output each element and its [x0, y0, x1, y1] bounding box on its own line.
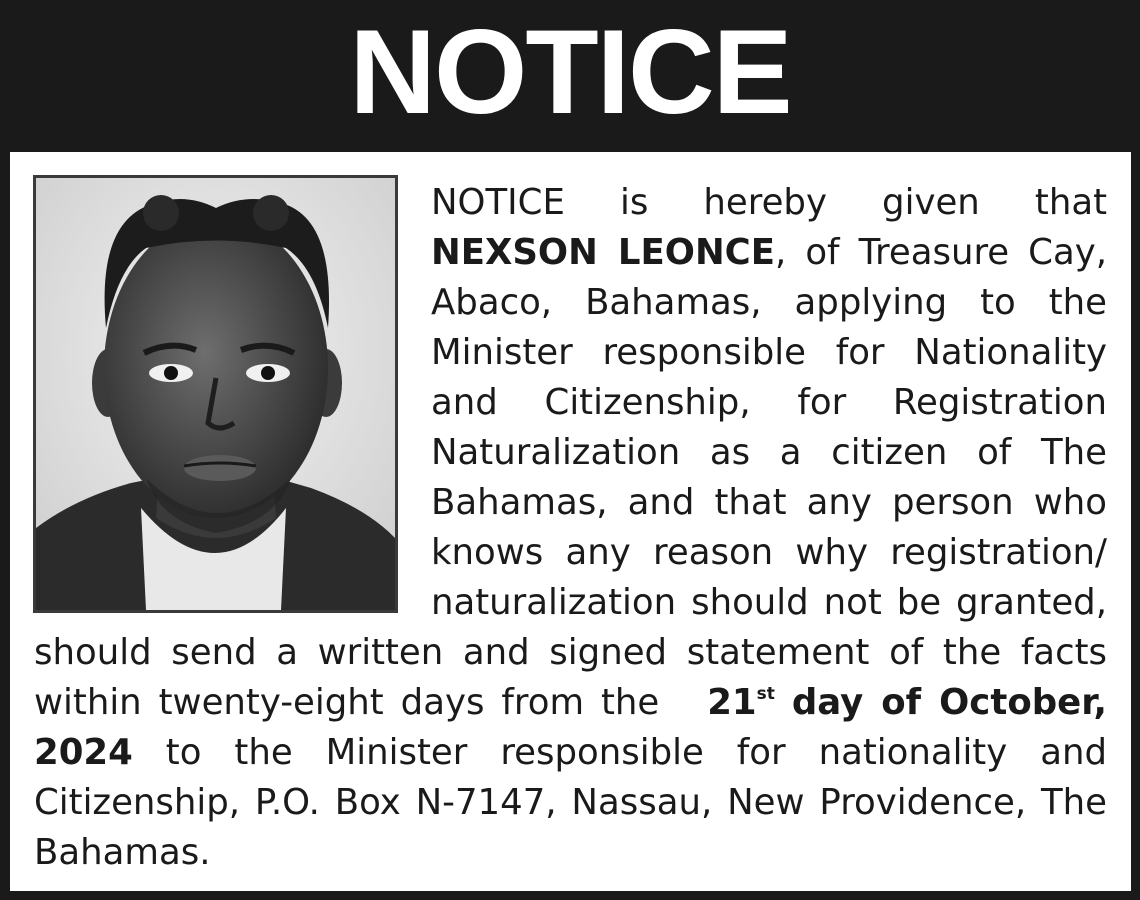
notice-title: NOTICE: [349, 5, 791, 139]
notice-date-rest: day of October, 2024: [34, 682, 1107, 773]
notice-intro: NOTICE is hereby given that: [431, 182, 1107, 223]
notice-details: , of Treasure Cay, Abaco, Bahamas, applying to the Minister responsible for Nationality and Citizenship, for Registration Naturalization as a citizen of The Bahamas, and that any person who knows any reason why registration/ naturalization should not be granted, should send a written and signed statement of the facts within twenty-eight days from the: [34, 232, 1107, 723]
notice-date-day: 21: [707, 682, 757, 723]
notice-body: [34, 178, 1107, 878]
notice-header: [0, 0, 1140, 150]
applicant-name: NEXSON LEONCE: [431, 232, 775, 273]
notice-closing: to the Minister responsible for nationality and Citizenship, P.O. Box N-7147, Nassau, New Providence, The Bahamas.: [34, 732, 1107, 873]
notice-panel: [10, 152, 1131, 891]
photo-spacer: [34, 178, 399, 618]
notice-date-suffix: st: [756, 684, 775, 704]
